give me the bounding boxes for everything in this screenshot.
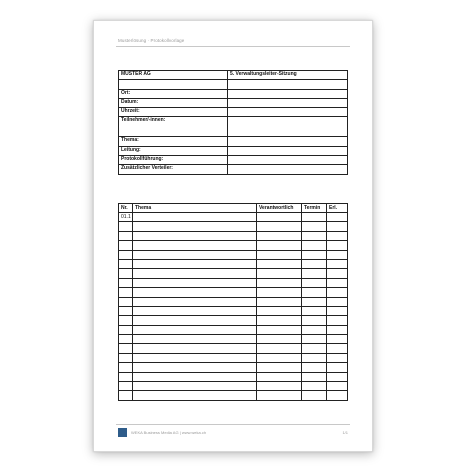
info-value — [228, 146, 348, 155]
agenda-cell — [133, 325, 257, 334]
agenda-nr-cell — [119, 278, 133, 287]
agenda-cell — [133, 306, 257, 315]
agenda-nr-cell — [119, 335, 133, 344]
agenda-table — [118, 203, 348, 401]
agenda-cell — [133, 316, 257, 325]
agenda-row — [119, 363, 348, 372]
agenda-cell — [327, 382, 348, 391]
col-nr-header: Nr. — [119, 204, 133, 213]
agenda-cell — [133, 344, 257, 353]
agenda-cell — [302, 269, 327, 278]
info-row — [119, 89, 348, 98]
info-label: Protokollführung: — [119, 156, 228, 165]
agenda-row — [119, 213, 348, 222]
agenda-cell — [257, 335, 302, 344]
agenda-row — [119, 231, 348, 240]
agenda-cell — [133, 231, 257, 240]
agenda-cell — [302, 222, 327, 231]
info-row — [119, 98, 348, 107]
agenda-cell — [302, 250, 327, 259]
agenda-cell — [133, 288, 257, 297]
agenda-cell — [302, 363, 327, 372]
info-label: Leitung: — [119, 146, 228, 155]
agenda-cell — [257, 344, 302, 353]
info-spacer-row — [119, 80, 348, 89]
document-page — [93, 20, 373, 452]
info-value — [228, 137, 348, 146]
agenda-nr-cell: 01.1 — [119, 213, 133, 222]
agenda-row — [119, 335, 348, 344]
agenda-cell — [257, 325, 302, 334]
footer-divider — [116, 424, 350, 425]
agenda-cell — [327, 297, 348, 306]
agenda-cell — [302, 353, 327, 362]
meeting-name: 5. Verwaltungsleiter-Sitzung — [228, 71, 348, 80]
col-erl-header: Erl. — [327, 204, 348, 213]
agenda-cell — [257, 391, 302, 400]
agenda-cell — [257, 363, 302, 372]
info-label: Zusätzlicher Verteiler: — [119, 165, 228, 174]
agenda-cell — [257, 269, 302, 278]
agenda-cell — [133, 241, 257, 250]
agenda-cell — [257, 222, 302, 231]
agenda-cell — [133, 250, 257, 259]
agenda-cell — [327, 344, 348, 353]
info-value — [228, 108, 348, 117]
agenda-cell — [257, 250, 302, 259]
info-value — [228, 156, 348, 165]
agenda-cell — [302, 241, 327, 250]
agenda-cell — [257, 372, 302, 381]
agenda-cell — [302, 335, 327, 344]
agenda-cell — [327, 259, 348, 268]
agenda-cell — [133, 278, 257, 287]
agenda-row — [119, 316, 348, 325]
agenda-cell — [133, 382, 257, 391]
agenda-cell — [133, 259, 257, 268]
agenda-cell — [327, 213, 348, 222]
agenda-cell — [327, 241, 348, 250]
info-label: Ort: — [119, 89, 228, 98]
agenda-cell — [327, 363, 348, 372]
agenda-cell — [257, 382, 302, 391]
footer-text: WEKA Business Media AG | www.weka.ch — [131, 430, 207, 435]
agenda-cell — [302, 372, 327, 381]
agenda-nr-cell — [119, 231, 133, 240]
agenda-nr-cell — [119, 382, 133, 391]
agenda-cell — [302, 288, 327, 297]
company-name: MUSTER AG — [119, 71, 228, 80]
agenda-cell — [302, 306, 327, 315]
agenda-cell — [327, 372, 348, 381]
agenda-row — [119, 306, 348, 315]
agenda-cell — [133, 213, 257, 222]
agenda-cell — [302, 344, 327, 353]
agenda-nr-cell — [119, 344, 133, 353]
agenda-cell — [327, 250, 348, 259]
agenda-cell — [257, 297, 302, 306]
agenda-row — [119, 278, 348, 287]
agenda-cell — [327, 335, 348, 344]
agenda-cell — [302, 213, 327, 222]
agenda-nr-cell — [119, 241, 133, 250]
agenda-nr-cell — [119, 372, 133, 381]
agenda-cell — [327, 353, 348, 362]
agenda-cell — [133, 372, 257, 381]
agenda-cell — [302, 278, 327, 287]
header-text: Musterlösung · Protokollvorlage — [118, 38, 185, 43]
agenda-cell — [302, 297, 327, 306]
info-value — [228, 98, 348, 107]
agenda-cell — [302, 316, 327, 325]
agenda-cell — [257, 288, 302, 297]
info-label: Datum: — [119, 98, 228, 107]
agenda-cell — [133, 363, 257, 372]
agenda-row — [119, 353, 348, 362]
agenda-nr-cell — [119, 259, 133, 268]
agenda-row — [119, 241, 348, 250]
info-row — [119, 117, 348, 137]
agenda-cell — [257, 259, 302, 268]
agenda-cell — [257, 241, 302, 250]
agenda-cell — [257, 306, 302, 315]
info-row — [119, 108, 348, 117]
agenda-cell — [327, 316, 348, 325]
agenda-row — [119, 288, 348, 297]
agenda-cell — [133, 297, 257, 306]
agenda-nr-cell — [119, 316, 133, 325]
agenda-cell — [133, 335, 257, 344]
agenda-nr-cell — [119, 250, 133, 259]
agenda-cell — [257, 213, 302, 222]
agenda-row — [119, 372, 348, 381]
agenda-cell — [257, 353, 302, 362]
agenda-row — [119, 297, 348, 306]
weka-logo — [118, 428, 127, 437]
info-row — [119, 146, 348, 155]
meeting-info-table — [118, 70, 348, 175]
agenda-nr-cell — [119, 222, 133, 231]
agenda-cell — [133, 222, 257, 231]
agenda-nr-cell — [119, 288, 133, 297]
agenda-cell — [133, 353, 257, 362]
agenda-row — [119, 222, 348, 231]
agenda-cell — [327, 222, 348, 231]
agenda-row — [119, 325, 348, 334]
col-thema-header: Thema — [133, 204, 257, 213]
agenda-cell — [302, 325, 327, 334]
info-row — [119, 156, 348, 165]
info-title-row — [119, 71, 348, 80]
agenda-row — [119, 344, 348, 353]
agenda-header-row — [119, 204, 348, 213]
agenda-nr-cell — [119, 391, 133, 400]
agenda-nr-cell — [119, 325, 133, 334]
info-value — [228, 117, 348, 137]
agenda-cell — [257, 316, 302, 325]
col-verantwortlich-header: Verantwortlich — [257, 204, 302, 213]
agenda-row — [119, 269, 348, 278]
col-termin-header: Termin — [302, 204, 327, 213]
agenda-nr-cell — [119, 297, 133, 306]
agenda-cell — [327, 278, 348, 287]
agenda-row — [119, 391, 348, 400]
agenda-row — [119, 250, 348, 259]
agenda-cell — [327, 231, 348, 240]
agenda-cell — [133, 269, 257, 278]
agenda-row — [119, 259, 348, 268]
agenda-cell — [327, 325, 348, 334]
agenda-cell — [302, 391, 327, 400]
agenda-nr-cell — [119, 269, 133, 278]
info-value — [228, 165, 348, 174]
agenda-nr-cell — [119, 306, 133, 315]
info-row — [119, 165, 348, 174]
info-row — [119, 137, 348, 146]
agenda-cell — [302, 231, 327, 240]
info-label: Uhrzeit: — [119, 108, 228, 117]
info-label: Thema: — [119, 137, 228, 146]
info-value — [228, 89, 348, 98]
agenda-cell — [257, 231, 302, 240]
agenda-cell — [327, 391, 348, 400]
agenda-cell — [257, 278, 302, 287]
header-divider — [116, 46, 350, 47]
agenda-nr-cell — [119, 353, 133, 362]
agenda-cell — [327, 288, 348, 297]
agenda-cell — [302, 259, 327, 268]
agenda-nr-cell — [119, 363, 133, 372]
agenda-row — [119, 382, 348, 391]
agenda-cell — [133, 391, 257, 400]
agenda-cell — [327, 269, 348, 278]
agenda-cell — [327, 306, 348, 315]
info-label: Teilnehmer/-innen: — [119, 117, 228, 137]
page-number: 1/1 — [342, 430, 348, 435]
agenda-cell — [302, 382, 327, 391]
